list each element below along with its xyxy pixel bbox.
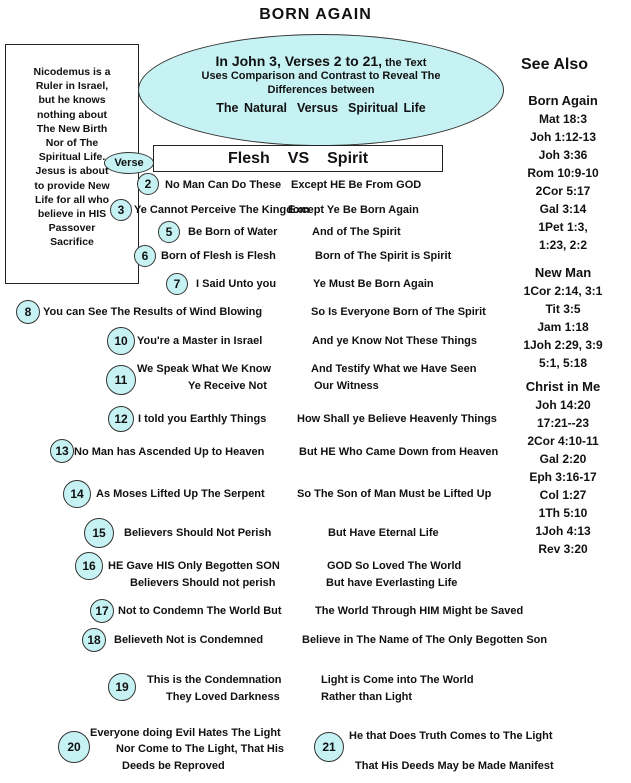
verse-number-8: 8	[16, 300, 40, 324]
flesh-text: You can See The Results of Wind Blowing	[43, 306, 263, 318]
verse-label: Verse	[104, 152, 154, 174]
note-line: believe in HIS	[37, 208, 107, 221]
flesh-text: I told you Earthly Things	[138, 413, 267, 425]
intro-suffix: the Text	[382, 57, 427, 69]
note-line: Spiritual Life.	[38, 151, 106, 164]
scripture-reference: Joh 1:12-13	[529, 129, 597, 144]
flesh-text: As Moses Lifted Up The Serpent	[96, 488, 265, 500]
scripture-reference: Rom 10:9-10	[527, 165, 599, 180]
verse-number-12: 12	[108, 406, 134, 432]
header-spirit: Spirit	[327, 150, 369, 167]
flesh-text: Believers Should not perish	[130, 577, 276, 589]
spirit-text: Our Witness	[314, 380, 379, 392]
note-line: Ruler in Israel,	[35, 80, 109, 93]
verse-number-17: 17	[90, 599, 114, 623]
scripture-reference: 1:23, 2:2	[538, 238, 588, 253]
note-line: Nicodemus is a	[33, 66, 111, 78]
flesh-text: Believeth Not is Condemned	[114, 634, 264, 646]
spirit-text: GOD So Loved The World	[327, 560, 462, 572]
scripture-reference: Mat 18:3	[538, 111, 588, 126]
verse-number-10: 10	[107, 327, 135, 355]
verse-number-3: 3	[110, 199, 132, 221]
verse-number-14: 14	[63, 480, 91, 508]
spirit-text: He that Does Truth Comes to The Light	[349, 730, 553, 742]
flesh-text: Everyone doing Evil Hates The Light	[90, 727, 281, 739]
scripture-reference: Col 1:27	[539, 488, 587, 502]
header-vs: VS	[287, 150, 310, 167]
note-line: Nor of The	[45, 137, 99, 150]
scripture-reference: 5:1, 5:18	[538, 355, 588, 370]
header-flesh: Flesh	[227, 150, 270, 167]
note-line: Sacrifice	[50, 236, 94, 249]
flesh-text: This is the Condemnation	[147, 674, 282, 686]
verse-number-20: 20	[58, 731, 90, 763]
verse-number-16: 16	[75, 552, 103, 580]
flesh-text: No Man has Ascended Up to Heaven	[74, 446, 265, 458]
spirit-text: But HE Who Came Down from Heaven	[299, 446, 499, 458]
scripture-reference: Rev 3:20	[538, 542, 588, 557]
note-line: Jesus is about	[35, 165, 109, 178]
note-line: to provide New	[34, 179, 110, 192]
spirit-text: Born of The Spirit is Spirit	[315, 250, 452, 262]
spirit-text: So The Son of Man Must be Lifted Up	[297, 488, 492, 500]
verse-number-7: 7	[166, 273, 188, 295]
scripture-reference: 1Joh 2:29, 3:9	[523, 337, 603, 352]
scripture-reference: 1Cor 2:14, 3:1	[523, 283, 603, 298]
verse-number-18: 18	[82, 628, 106, 652]
scripture-reference: Joh 14:20	[535, 397, 591, 412]
spirit-text: That His Deeds May be Made Manifest	[355, 760, 554, 772]
flesh-vs-spirit-header	[153, 145, 443, 172]
page-title: BORN AGAIN	[259, 6, 372, 23]
verse-number-2: 2	[137, 173, 159, 195]
scripture-reference: Jam 1:18	[537, 319, 589, 334]
spirit-text: Believe in The Name of The Only Begotten Son	[302, 634, 548, 646]
spirit-text: Except HE Be From GOD	[291, 179, 422, 191]
see-also-heading: Christ in Me	[525, 379, 601, 394]
intro-line-3: Differences between	[267, 84, 375, 96]
spirit-text: The World Through HIM Might be Saved	[315, 605, 524, 617]
verse-number-5: 5	[158, 221, 180, 243]
spirit-text: And Testify What we Have Seen	[311, 363, 477, 375]
see-also-heading: Born Again	[528, 93, 598, 108]
note-line: but he knows	[38, 94, 106, 107]
verse-number-15: 15	[84, 518, 114, 548]
verse-number-6: 6	[134, 245, 156, 267]
flesh-text: Believers Should Not Perish	[124, 527, 272, 539]
scripture-reference: Gal 3:14	[539, 202, 587, 216]
flesh-text: They Loved Darkness	[166, 691, 280, 703]
spirit-text: And of The Spirit	[312, 226, 401, 238]
see-also-title: See Also	[521, 56, 588, 73]
intro-line-2: Uses Comparison and Contrast to Reveal The	[201, 70, 441, 82]
spirit-text: Ye Must Be Born Again	[313, 278, 434, 290]
spirit-text: Except Ye Be Born Again	[288, 204, 419, 216]
intro-natural: The Natural	[216, 101, 288, 115]
intro-spiritual: Spiritual Life	[348, 101, 426, 115]
intro-ellipse	[138, 34, 504, 146]
note-line: Life for all who	[34, 193, 110, 206]
flesh-text: You're a Master in Israel	[137, 335, 263, 347]
flesh-text: I Said Unto you	[196, 278, 277, 290]
spirit-text: But have Everlasting Life	[326, 577, 458, 589]
spirit-text: But Have Eternal Life	[328, 527, 439, 539]
flesh-text: Born of Flesh is Flesh	[161, 250, 276, 262]
flesh-text: No Man Can Do These	[165, 179, 282, 191]
scripture-reference: Gal 2:20	[539, 451, 587, 466]
note-line: nothing about	[37, 108, 107, 121]
spirit-text: So Is Everyone Born of The Spirit	[311, 306, 486, 318]
scripture-reference: Joh 3:36	[538, 147, 588, 162]
intro-main: In John 3, Verses 2 to 21,	[215, 53, 383, 69]
note-line: Passover	[48, 222, 96, 235]
scripture-reference: 2Cor 4:10-11	[527, 433, 599, 448]
scripture-reference: 2Cor 5:17	[535, 183, 591, 198]
flesh-text: Be Born of Water	[188, 226, 278, 238]
scripture-reference: 17:21--23	[536, 415, 590, 430]
intro-versus: Versus	[297, 101, 339, 115]
flesh-text: Ye Cannot Perceive The Kingdom	[134, 204, 310, 216]
scripture-reference: Tit 3:5	[545, 301, 581, 316]
flesh-text: Ye Receive Not	[188, 380, 267, 392]
spirit-text: Light is Come into The World	[321, 674, 474, 686]
verse-number-19: 19	[108, 673, 136, 701]
scripture-reference: 1Pet 1:3,	[538, 220, 588, 235]
spirit-text: And ye Know Not These Things	[312, 335, 478, 347]
flesh-text: Deeds be Reproved	[122, 760, 225, 772]
spirit-text: Rather than Light	[321, 691, 413, 703]
verse-number-13: 13	[50, 439, 74, 463]
verse-number-21: 21	[314, 732, 344, 762]
scripture-reference: Eph 3:16-17	[529, 469, 597, 484]
note-line: The New Birth	[36, 122, 108, 135]
scripture-reference: 1Th 5:10	[538, 506, 588, 521]
verse-number-11: 11	[106, 365, 136, 395]
spirit-text: How Shall ye Believe Heavenly Things	[297, 413, 497, 425]
scripture-reference: 1Joh 4:13	[535, 524, 591, 539]
flesh-text: Nor Come to The Light, That His	[116, 743, 285, 755]
see-also-heading: New Man	[534, 265, 592, 280]
flesh-text: Not to Condemn The World But	[118, 605, 282, 617]
flesh-text: HE Gave HIS Only Begotten SON	[108, 560, 280, 572]
flesh-text: We Speak What We Know	[137, 363, 272, 375]
